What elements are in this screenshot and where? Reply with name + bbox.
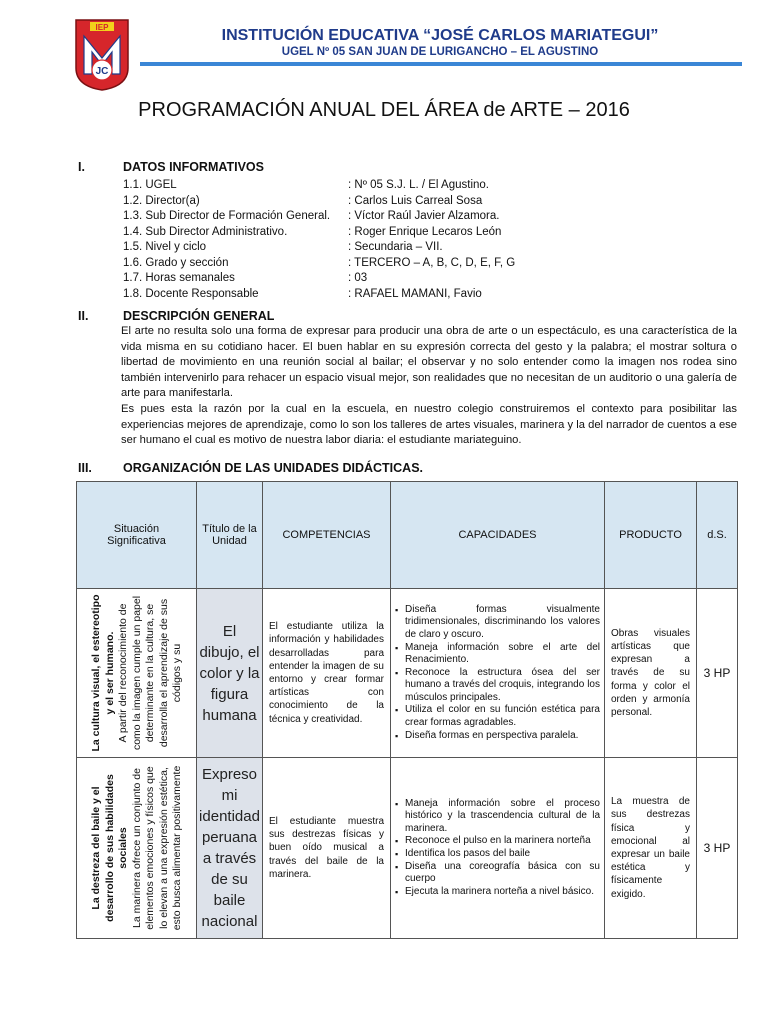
info-value: : Secundaria – VII.	[348, 241, 443, 253]
header-divider	[140, 62, 742, 66]
info-value: : TERCERO – A, B, C, D, E, F, G	[348, 256, 516, 269]
table-header-row	[77, 482, 738, 589]
info-row	[123, 287, 743, 302]
info-label: 1.7. Horas semanales	[123, 272, 235, 284]
info-value: : Víctor Raúl Javier Alzamora.	[348, 210, 500, 222]
school-logo	[74, 18, 130, 92]
list-item: ▪ Identifica los pasos del baile	[405, 848, 600, 861]
section-2-number: II.	[78, 309, 89, 323]
situation-cell	[77, 758, 197, 939]
info-value: : RAFAEL MAMANI, Favio	[348, 287, 482, 300]
product-text: Obras visuales artísticas que expresan a través de su forma y color el orden y armonía personal.	[605, 589, 697, 758]
situation-title: La cultura visual, el estereotipo y el ser humano.	[89, 594, 116, 752]
logo-badge-text: IEP	[95, 23, 109, 32]
units-table	[76, 481, 738, 939]
table-row	[77, 589, 738, 758]
situation-title: La destreza del baile y el desarrollo de sus habilidades sociales	[89, 774, 129, 922]
info-row	[123, 256, 743, 271]
header-situacion: Situación Significativa	[77, 482, 197, 589]
info-label: 1.4. Sub Director Administrativo.	[123, 225, 288, 238]
header-titulo: Título de la Unidad	[197, 482, 263, 589]
header-ds: d.S.	[697, 482, 738, 589]
list-item: ▪ Ejecuta la marinera norteña a nivel básico.	[405, 886, 600, 899]
list-item: ▪ Utiliza el color en su función estética para crear formas agradables.	[405, 704, 600, 729]
list-item: ▪ Diseña formas en perspectiva paralela.	[405, 730, 600, 743]
situation-cell	[77, 589, 197, 758]
info-value: : Carlos Luis Carreal Sosa	[348, 194, 483, 207]
section-3-number: III.	[78, 461, 92, 475]
info-row	[123, 178, 743, 193]
hours-value: 3 HP	[697, 589, 738, 758]
list-item: ▪ Maneja información sobre el proceso histórico y la trascendencia cultural de la marinera.	[405, 798, 600, 836]
product-text: La muestra de sus destrezas física y emocional al expresar un baile estética y físicamente exigido.	[605, 758, 697, 939]
unit-title: Expreso mi identidad peruana a través de su baile nacional	[197, 758, 263, 939]
section-3-title: ORGANIZACIÓN DE LAS UNIDADES DIDÁCTICAS.	[123, 461, 424, 475]
info-row	[123, 209, 743, 224]
section-2-title: DESCRIPCIÓN GENERAL	[123, 309, 275, 323]
info-label: 1.6. Grado y sección	[123, 256, 229, 269]
info-row	[123, 271, 743, 286]
hours-value: 3 HP	[697, 758, 738, 939]
section-1-title: DATOS INFORMATIVOS	[123, 160, 264, 174]
list-item: ▪ Reconoce la estructura ósea del ser humano a través del croquis, integrando los músculos principales.	[405, 667, 600, 705]
description-paragraph-1: El arte no resulta solo una forma de expresar para producir una obra de arte o un espectáculo, es una característica de la vida misma en su cotidiano hacer. El buen hablar en su expresión correcta del gesto y la palabra; el mostrar soltura o libertad de movimiento en una reunión social al bailar; el observar y no solo entender como la imagen nos rodea sino también intervenirlo para rehacer un espacio visual mejor, son realidades que no necesitan de un auditorio o una galería de arte para manifestarla.	[121, 325, 737, 399]
institution-name: INSTITUCIÓN EDUCATIVA “JOSÉ CARLOS MARIATEGUI”	[221, 27, 659, 44]
info-row	[123, 194, 743, 209]
info-value: : Roger Enrique Lecaros León	[348, 225, 502, 238]
description-paragraph-2: Es pues esta la razón por la cual en la escuela, en nuestro colegio construiremos el contexto para posibilitar las experiencias mejores de aprendizaje, como lo son los talleres de artes visuales, marinera y la del narrador de cuentos a ese ser humano el cual es motivo de nuestra labor diaria: el estudiante mariateguino.	[121, 403, 737, 446]
info-label: 1.8. Docente Responsable	[123, 287, 259, 300]
info-value: : 03	[348, 272, 368, 284]
unit-title: El dibujo, el color y la figura humana	[197, 589, 263, 758]
page-title: PROGRAMACIÓN ANUAL DEL ÁREA de ARTE – 2016	[138, 99, 630, 121]
info-label: 1.5. Nivel y ciclo	[123, 241, 207, 253]
header-competencias: COMPETENCIAS	[263, 482, 391, 589]
info-label: 1.2. Director(a)	[123, 194, 200, 207]
list-item: ▪ Diseña formas visualmente tridimensionales, discriminando los valores de claro y oscuro.	[405, 604, 600, 642]
info-row	[123, 225, 743, 240]
list-item: ▪ Maneja información sobre el arte del Renacimiento.	[405, 642, 600, 667]
situation-text: A partir del reconocimiento de como la imagen cumple un papel determinante en la cultura, se desarrolla el aprendizaje de sus códigos y su	[116, 595, 183, 751]
list-item: ▪ Diseña una coreografía básica con su cuerpo	[405, 861, 600, 886]
capacities-cell	[391, 758, 605, 939]
table-row	[77, 758, 738, 939]
list-item: ▪ Reconoce el pulso en la marinera norteña	[405, 835, 600, 848]
info-value: : Nº 05 S.J. L. / El Agustino.	[348, 179, 489, 191]
header-producto: PRODUCTO	[605, 482, 697, 589]
info-label: 1.1. UGEL	[123, 179, 177, 191]
ugel-line: UGEL Nº 05 SAN JUAN DE LURIGANCHO – EL AGUSTINO	[281, 46, 599, 58]
capacities-cell	[391, 589, 605, 758]
info-label: 1.3. Sub Director de Formación General.	[123, 210, 331, 222]
logo-initials: JC	[95, 66, 109, 77]
header-capacidades: CAPACIDADES	[391, 482, 605, 589]
competency-text: El estudiante utiliza la información y habilidades desarrolladas para entender la imagen de su entorno y crear formar artísticas con conocimiento de la técnica y creatividad.	[263, 589, 391, 758]
competency-text: El estudiante muestra sus destrezas físicas y buen oído musical a través del baile de la marinera.	[263, 758, 391, 939]
section-1-number: I.	[78, 160, 85, 174]
info-row	[123, 240, 743, 255]
situation-text: La marinera ofrece un conjunto de elementos emociones y físicos que lo elevan a una expresión estética, esto busca alimentar positivamente	[130, 765, 183, 931]
